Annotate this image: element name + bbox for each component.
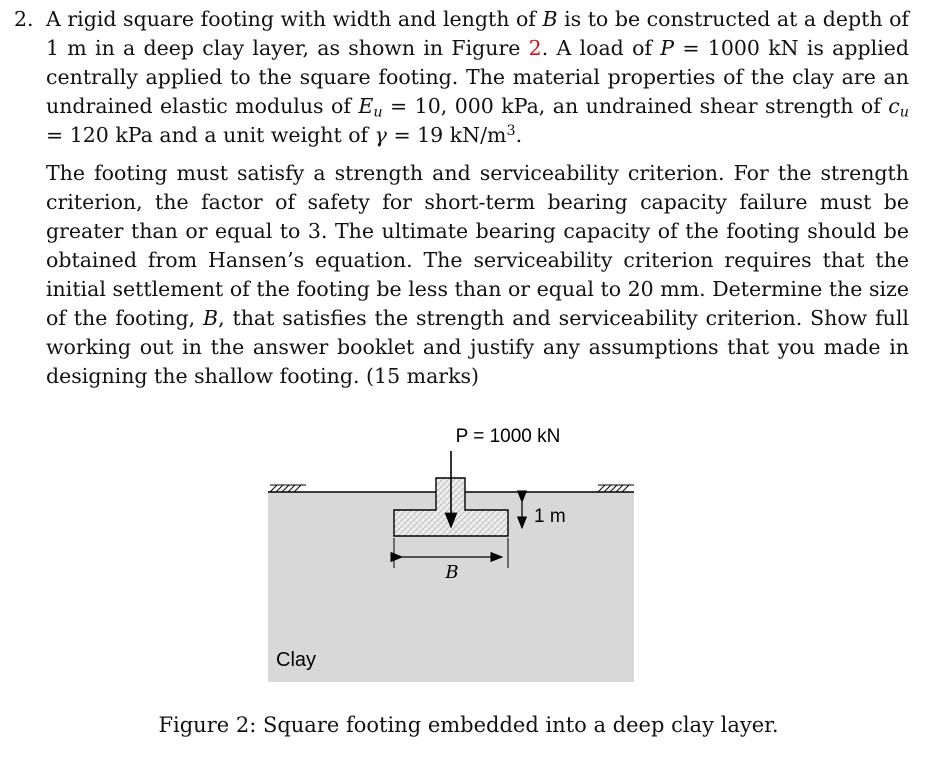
depth-label: 1 m (534, 506, 566, 527)
var-P: P (660, 36, 675, 60)
var-gamma: γ (374, 123, 387, 147)
question-block (14, 5, 909, 391)
ground-hatch-right (598, 485, 634, 492)
question-paragraph-1: A rigid square footing with width and length of B is to be constructed at a depth of 1 m in a deep clay layer, as shown in Figure 2. A load of P = 1000 kN is applied centrally applied to the square footing. The material properties of the clay are an undrained elastic modulus of $E_u = 10$, 000 kPa, an undrained shear strength of $c_u = 120$ kPa and a unit weight of γ = 19 $kN/m^3$. (46, 7, 910, 147)
footing-figure (240, 418, 660, 693)
load-label: P = 1000 kN (455, 426, 561, 447)
question-number: 2. (14, 7, 34, 31)
var-E: E (358, 94, 374, 118)
soil-label: Clay (276, 649, 317, 671)
var-c: c (888, 94, 900, 118)
ground-hatch-left (270, 485, 306, 492)
var-B: B (542, 7, 558, 31)
figure-caption: Figure 2: Square footing embedded into a deep clay layer. (158, 713, 779, 737)
figure-reference-link[interactable]: 2 (528, 36, 542, 60)
var-B-2: B (203, 306, 219, 330)
width-label: B (445, 562, 459, 583)
question-paragraph-2: The footing must satisfy a strength and serviceability criterion. For the strength criterion, the factor of safety for short-term bearing capacity failure must be greater than or equal to 3. The ultimate bearing capacity of the footing should be obtained from Hansen’s equation. The serviceability criterion requires that the initial settlement of the footing be less than or equal to 20 mm. Determine the size of the footing, B, that satisfies the strength and serviceability criterion. Show full working out in the answer booklet and justify any assumptions that you made in designing the shallow footing. (15 marks) (46, 161, 909, 388)
footing-diagram (240, 418, 660, 693)
